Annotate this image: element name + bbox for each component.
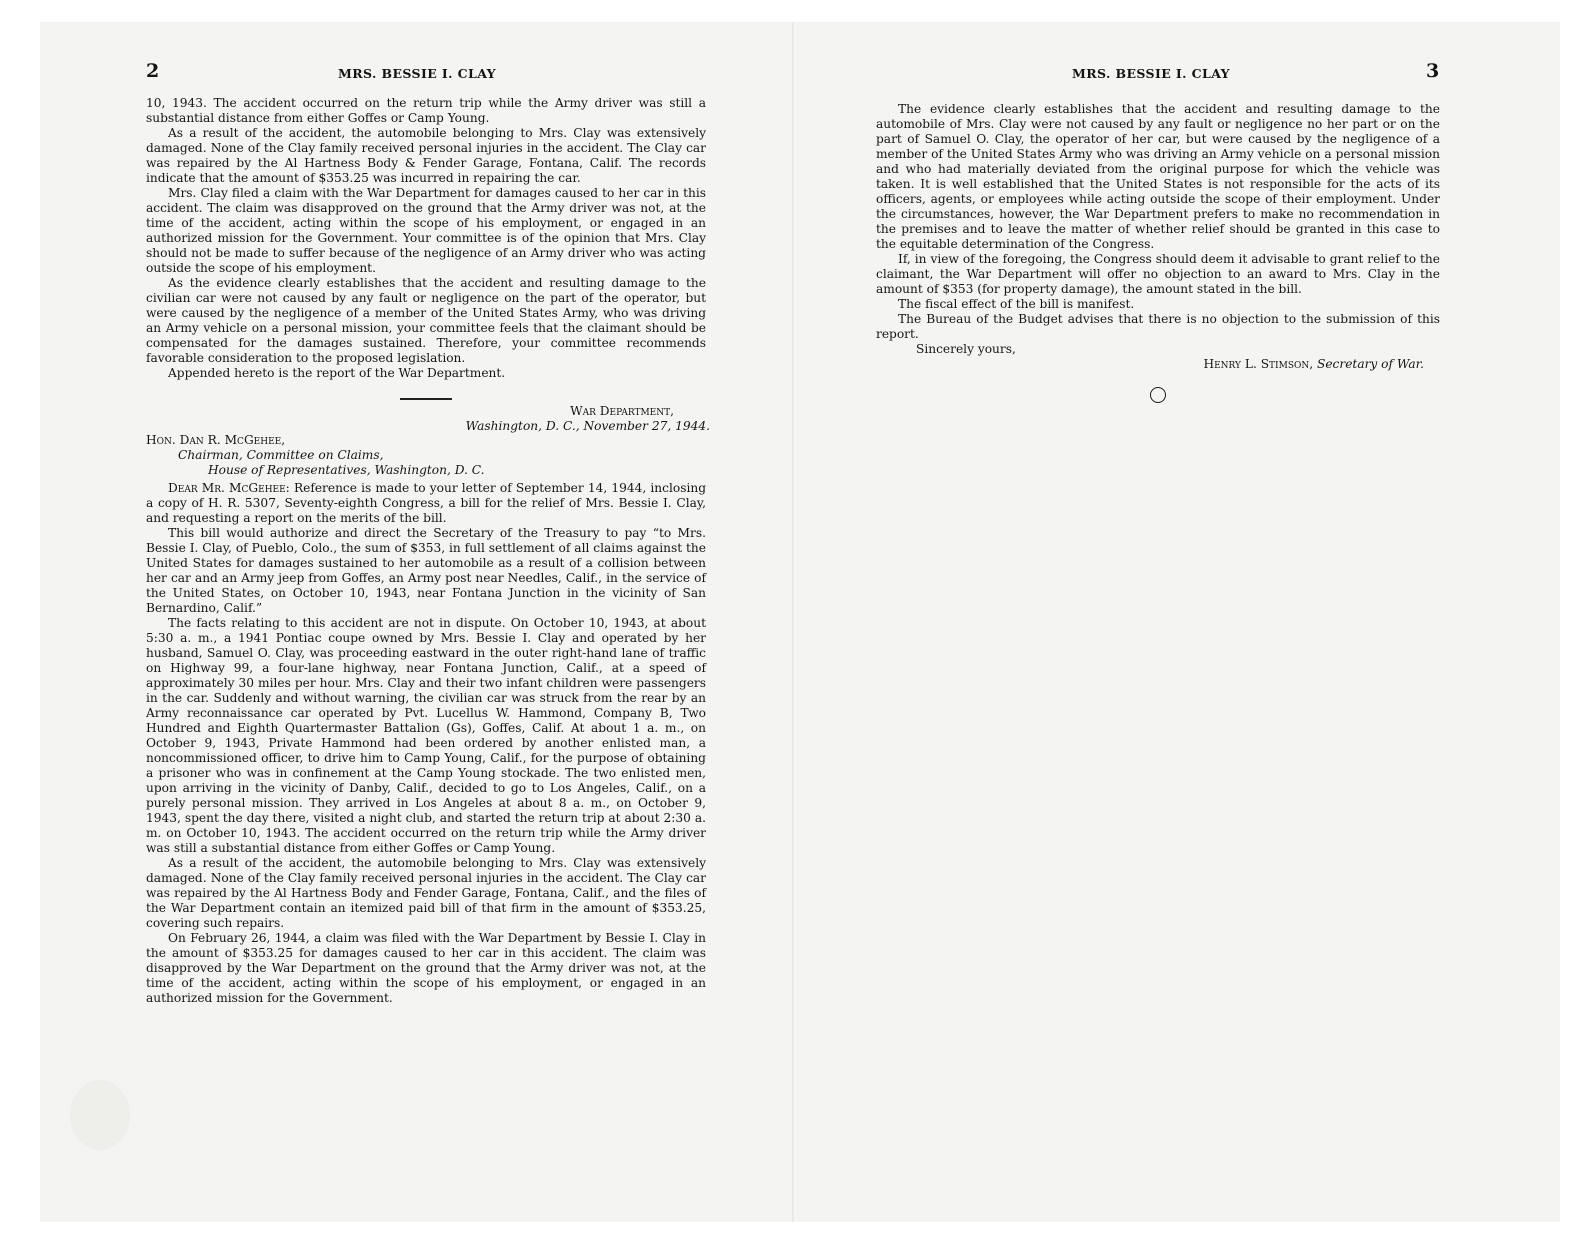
page-number-left: 2 bbox=[146, 60, 160, 82]
letter-paragraph: As a result of the accident, the automobile belonging to Mrs. Clay was extensively damaged. None of the Clay family received personal injuries in the accident. The Clay car was repaired by the Al Hartness Body and Fender Garage, Fontana, Calif., and the files of the War Department contain an itemized paid bill of that firm in the amount of $353.25, covering such repairs. bbox=[146, 856, 706, 930]
addressee-name: Hon. Dan R. McGehee, bbox=[146, 433, 286, 447]
report-paragraph: Mrs. Clay filed a claim with the War Department for damages caused to her car in this accident. The claim was disapproved on the ground that the Army driver was not, at the time of the accident, acting within the scope of his employment, or engaged in an authorized mission for the Government. Your committee is of the opinion that Mrs. Clay should not be made to suffer because of the negligence of an Army driver who was acting outside the scope of his employment. bbox=[146, 186, 706, 275]
page-number-right: 3 bbox=[1426, 60, 1440, 82]
letter-paragraph: The fiscal effect of the bill is manifest. bbox=[898, 297, 1135, 311]
section-rule bbox=[400, 398, 452, 400]
report-paragraph: 10, 1943. The accident occurred on the return trip while the Army driver was still a substantial distance from either Goffes or Camp Young. bbox=[146, 96, 706, 125]
letter-paragraph: The evidence clearly establishes that the accident and resulting damage to the automobile of Mrs. Clay were not caused by any fault or negligence no her part or on the part of Samuel O. Clay, the operator of her car, but were caused by the negligence of a member of the United States Army who was driving an Army vehicle on a personal mission and who had materially deviated from the original purpose for which the vehicle was taken. It is well established that the United States is not responsible for the acts of its officers, agents, or employees while acting outside the scope of their employment. Under the circumstances, however, the War Department prefers to make no recommendation in the premises and to leave the matter of whether relief should be granted in this case to the equitable determination of the Congress. bbox=[876, 102, 1440, 251]
report-paragraph: As a result of the accident, the automobile belonging to Mrs. Clay was extensively damaged. None of the Clay family received personal injuries in the accident. The Clay car was repaired by the Al Hartness Body & Fender Garage, Fontana, Calif. The records indicate that the amount of $353.25 was incurred in repairing the car. bbox=[146, 126, 706, 185]
salutation: Dear Mr. McGehee: bbox=[168, 481, 290, 495]
right-letter-text bbox=[876, 102, 1440, 372]
page-fold bbox=[792, 22, 796, 1222]
signature-title: Secretary of War. bbox=[1317, 357, 1424, 371]
punch-hole-circle bbox=[1150, 387, 1166, 403]
bleed-through-mark bbox=[70, 1080, 130, 1150]
letterhead-place-date: Washington, D. C., November 27, 1944. bbox=[465, 419, 710, 433]
letter-paragraph: If, in view of the foregoing, the Congress should deem it advisable to grant relief to the claimant, the War Department will offer no objection to an award to Mrs. Clay in the amount of $353 (for property damage), the amount stated in the bill. bbox=[876, 252, 1440, 296]
left-report-text bbox=[146, 96, 706, 381]
addressee-house: House of Representatives, Washington, D. C. bbox=[208, 463, 485, 477]
running-head-left: MRS. BESSIE I. CLAY bbox=[338, 66, 496, 81]
letter-paragraph: On February 26, 1944, a claim was filed with the War Department by Bessie I. Clay in the amount of $353.25 for damages caused to her car in this accident. The claim was disapproved by the War Department on the ground that the Army driver was not, at the time of the accident, acting within the scope of his employment, or engaged in an authorized mission for the Government. bbox=[146, 931, 706, 1005]
letter-paragraph: This bill would authorize and direct the Secretary of the Treasury to pay “to Mrs. Bessie I. Clay, of Pueblo, Colo., the sum of $353, in full settlement of all claims against the United States for damages sustained to her automobile as a result of a collision between her car and an Army jeep from Goffes, an Army post near Needles, Calif., in the service of the United States, on October 10, 1943, near Fontana Junction in the vicinity of San Bernardino, Calif.” bbox=[146, 526, 706, 615]
report-paragraph: As the evidence clearly establishes that the accident and resulting damage to the civilian car were not caused by any fault or negligence on the part of the operator, but were caused by the negligence of a member of the United States Army, who was driving an Army vehicle on a personal mission, your committee feels that the claimant should be compensated for the damages sustained. Therefore, your committee recommends favorable consideration to the proposed legislation. bbox=[146, 276, 706, 365]
report-paragraph: Appended hereto is the report of the War Department. bbox=[168, 366, 506, 380]
addressee-block bbox=[146, 433, 706, 478]
letterhead bbox=[420, 404, 710, 434]
letter-paragraph: Reference is made to your letter of September 14, 1944, inclosing a copy of H. R. 5307, Seventy-eighth Congress, a bill for the relief of Mrs. Bessie I. Clay, and requesting a report on the merits of the bill. bbox=[146, 481, 707, 525]
letterhead-department: War Department, bbox=[570, 404, 674, 418]
signature bbox=[876, 357, 1440, 372]
letter-paragraph: The Bureau of the Budget advises that there is no objection to the submission of this report. bbox=[876, 312, 1440, 341]
running-head-right: MRS. BESSIE I. CLAY bbox=[1072, 66, 1230, 81]
letter-text bbox=[146, 481, 706, 1006]
signature-name: Henry L. Stimson, bbox=[1203, 357, 1314, 371]
closing: Sincerely yours, bbox=[916, 342, 1016, 356]
letter-paragraph: The facts relating to this accident are not in dispute. On October 10, 1943, at about 5:30 a. m., a 1941 Pontiac coupe owned by Mrs. Bessie I. Clay and operated by her husband, Samuel O. Clay, was proceeding eastward in the outer right-hand lane of traffic on Highway 99, a four-lane highway, near Fontana Junction, Calif., at a speed of approximately 30 miles per hour. Mrs. Clay and their two infant children were passengers in the car. Suddenly and without warning, the civilian car was struck from the rear by an Army reconnaissance car operated by Pvt. Lucellus W. Hammond, Company B, Two Hundred and Eighth Quartermaster Battalion (Gs), Goffes, Calif. At about 1 a. m., on October 9, 1943, Private Hammond had been ordered by another enlisted man, a noncommissioned officer, to drive him to Camp Young, Calif., for the purpose of obtaining a prisoner who was in confinement at the Camp Young stockade. The two enlisted men, upon arriving in the vicinity of Danby, Calif., decided to go to Los Angeles, Calif., on a purely personal mission. They arrived in Los Angeles at about 8 a. m., on October 9, 1943, spent the day there, visited a night club, and started the return trip at about 2:30 a. m. on October 10, 1943. The accident occurred on the return trip while the Army driver was still a substantial distance from either Goffes or Camp Young. bbox=[146, 616, 706, 855]
addressee-title: Chairman, Committee on Claims, bbox=[178, 448, 384, 462]
